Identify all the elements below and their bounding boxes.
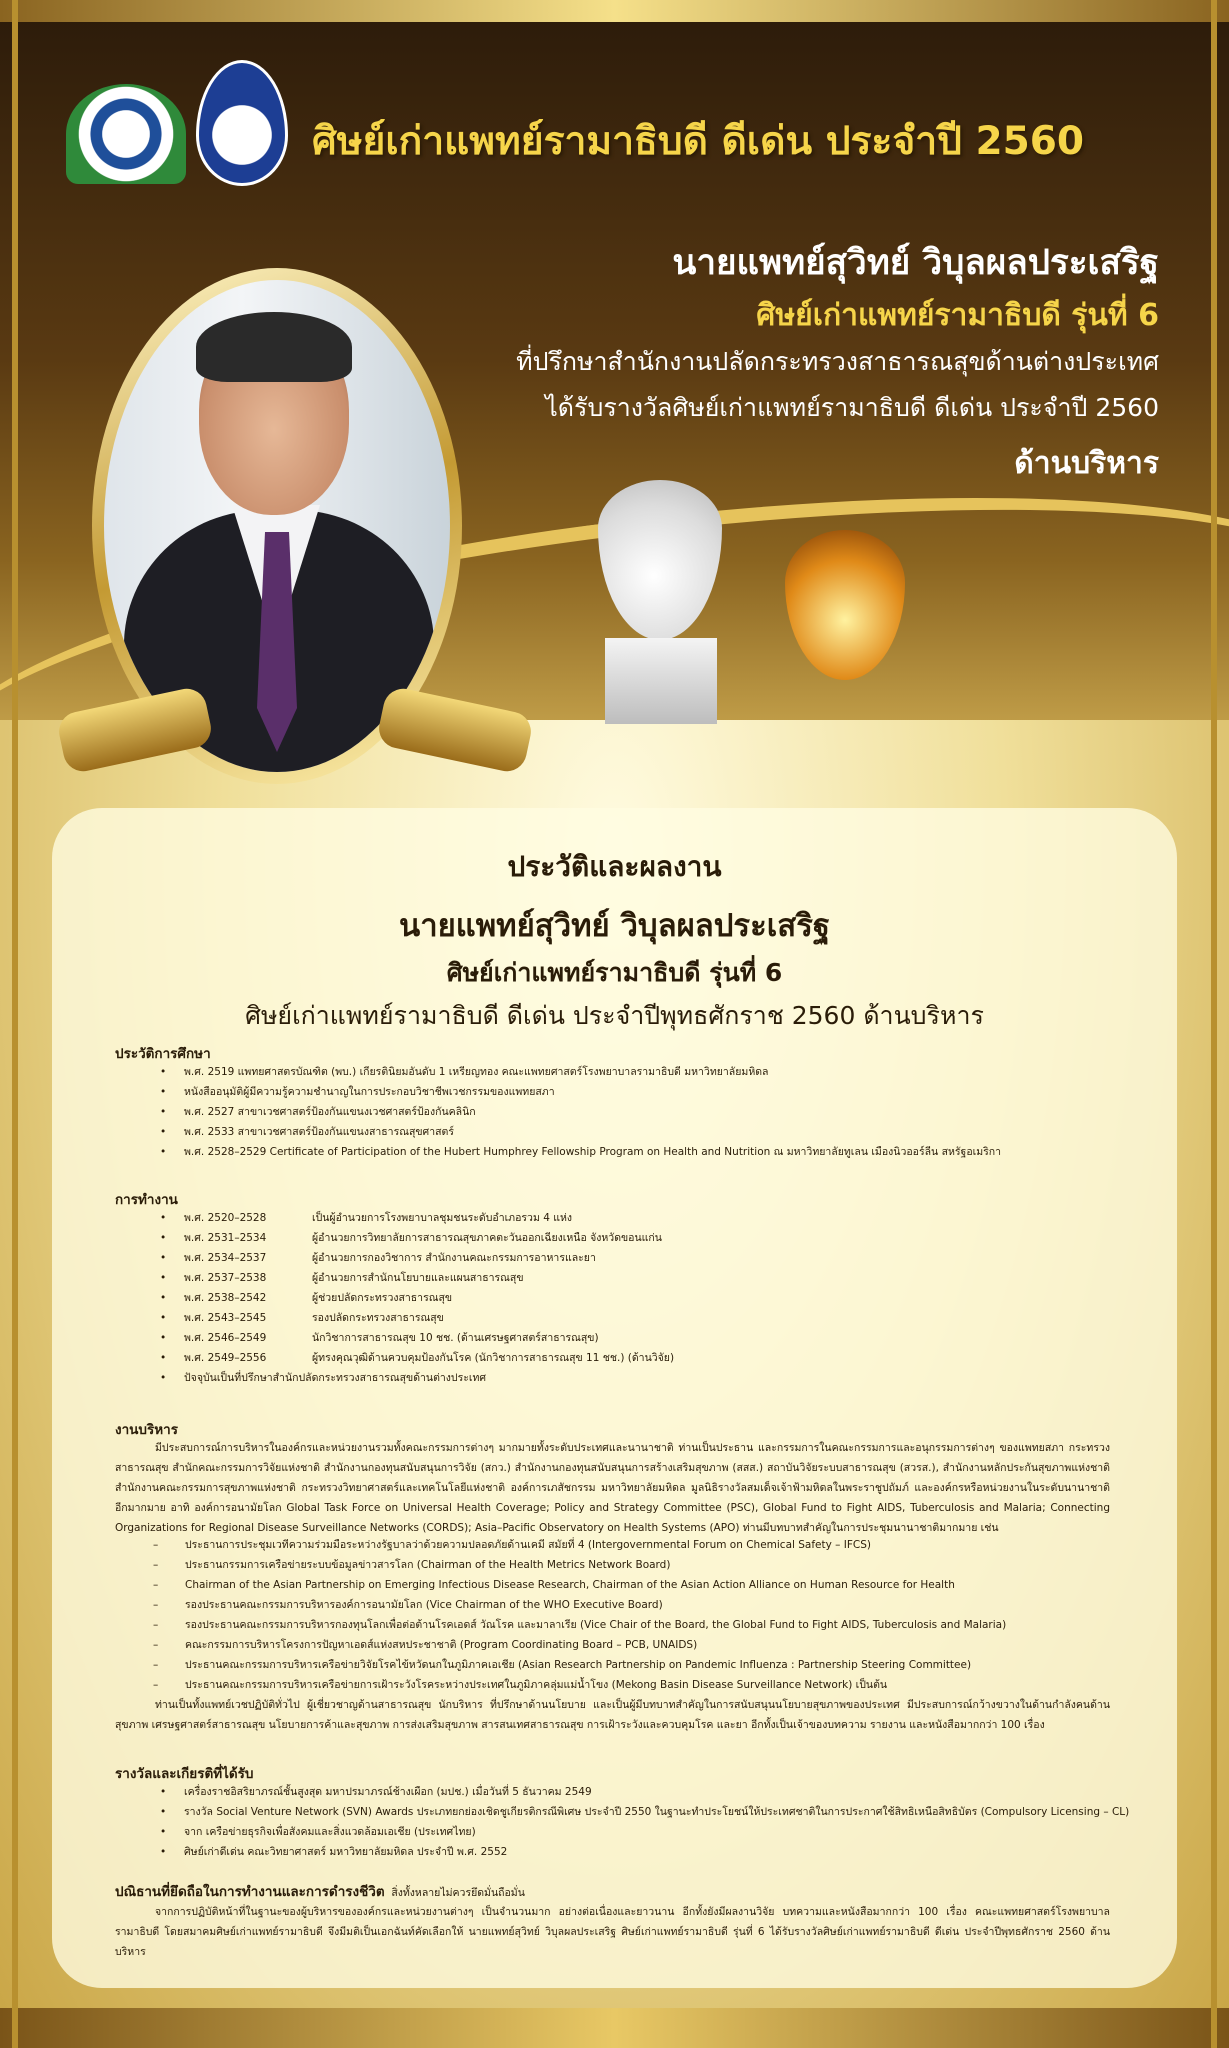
list-item: • พ.ศ. 2528–2529 Certificate of Participation of the Hubert Humphrey Fellowship Program on Health and Nutrition ณ มหาวิทยาลัยทูเลน เมืองนิวออร์ลีน สหรัฐอเมริกา xyxy=(160,1142,1120,1162)
award-statement: ได้รับรางวัลศิษย์เก่าแพทย์รามาธิบดี ดีเด่น ประจำปี 2560 xyxy=(545,393,1159,422)
list-item: – รองประธานคณะกรรมการบริหารกองทุนโลกเพื่อต่อต้านโรคเอดส์ วัณโรค และมาลาเรีย (Vice Chair of the Board, the Global Fund to Fight AIDS, Tuberculosis and Malaria) xyxy=(145,1615,1105,1635)
list-item: • พ.ศ. 2519 แพทยศาสตรบัณฑิต (พบ.) เกียรตินิยมอันดับ 1 เหรียญทอง คณะแพทยศาสตร์โรงพยาบาลรามาธิบดี มหาวิทยาลัยมหิดล xyxy=(160,1062,1120,1082)
work-years: พ.ศ. 2534–2537 xyxy=(184,1252,267,1264)
panel-name: นายแพทย์สุวิทย์ วิบุลผลประเสริฐ xyxy=(399,908,830,944)
panel-award-line: ศิษย์เก่าแพทย์รามาธิบดี ดีเด่น ประจำปีพุทธศักราช 2560 ด้านบริหาร xyxy=(245,1001,984,1030)
panel-heading: ประวัติและผลงาน xyxy=(507,850,722,883)
list-item: • พ.ศ. 2533 สาขาเวชศาสตร์ป้องกันแขนงสาธารณสุขศาสตร์ xyxy=(160,1122,1120,1142)
work-years: พ.ศ. 2546–2549 xyxy=(184,1332,267,1344)
list-item: – Chairman of the Asian Partnership on Emerging Infectious Disease Research, Chairman of the Asian Action Alliance on Human Resource for Health xyxy=(145,1575,1105,1595)
work-role: ผู้อำนวยการสำนักนโยบายและแผนสาธารณสุข xyxy=(312,1272,524,1284)
main-title: ศิษย์เก่าแพทย์รามาธิบดี ดีเด่น ประจำปี 2560 xyxy=(312,119,1084,164)
admin-heading: งานบริหาร xyxy=(115,1422,178,1438)
list-item: • หนังสืออนุมัติผู้มีความรู้ความชำนาญในการประกอบวิชาชีพเวชกรรมของแพทยสภา xyxy=(160,1082,1120,1102)
list-item: – ประธานการประชุมเวทีความร่วมมือระหว่างรัฐบาลว่าด้วยความปลอดภัยด้านเคมี สมัยที่ 4 (Intergovernmental Forum on Chemical Safety – IFCS) xyxy=(145,1535,1105,1555)
list-item: • ศิษย์เก่าดีเด่น คณะวิทยาศาสตร์ มหาวิทยาลัยมหิดล ประจำปี พ.ศ. 2552 xyxy=(160,1842,1120,1862)
work-years: พ.ศ. 2538–2542 xyxy=(184,1292,267,1304)
philosophy-heading: ปณิธานที่ยึดถือในการทำงานและการดำรงชีวิต xyxy=(115,1884,385,1900)
list-item: – คณะกรรมการบริหารโครงการปัญหาเอดส์แห่งสหประชาชาติ (Program Coordinating Board – PCB, UNAIDS) xyxy=(145,1635,1105,1655)
work-role: ผู้อำนวยการวิทยาลัยการสาธารณสุขภาคตะวันออกเฉียงเหนือ จังหวัดขอนแก่น xyxy=(312,1232,662,1244)
work-role: ปัจจุบันเป็นที่ปรึกษาสำนักปลัดกระทรวงสาธารณสุขด้านต่างประเทศ xyxy=(184,1372,487,1384)
award-continuation: จาก เครือข่ายธุรกิจเพื่อสังคมและสิ่งแวดล้อมเอเชีย (ประเทศไทย) xyxy=(184,1826,476,1838)
alumni-class: ศิษย์เก่าแพทย์รามาธิบดี รุ่นที่ 6 xyxy=(756,298,1159,333)
list-item: – ประธานคณะกรรมการบริหารเครือข่ายการเฝ้าระวังโรคระหว่างประเทศในภูมิภาคลุ่มแม่น้ำโขง (Mekong Basin Disease Surveillance Network) เป็นต้น xyxy=(145,1675,1105,1695)
work-role: เป็นผู้อำนวยการโรงพยาบาลชุมชนระดับอำเภอรวม 4 แห่ง xyxy=(312,1212,573,1224)
work-years: พ.ศ. 2549–2556 xyxy=(184,1352,267,1364)
current-position: ที่ปรึกษาสำนักงานปลัดกระทรวงสาธารณสุขด้านต่างประเทศ xyxy=(516,347,1159,376)
list-item: • พ.ศ. 2527 สาขาเวชศาสตร์ป้องกันแขนงเวชศาสตร์ป้องกันคลินิก xyxy=(160,1102,1120,1122)
list-item: – ประธานคณะกรรมการบริหารเครือข่ายวิจัยโรคไข้หวัดนกในภูมิภาคเอเชีย (Asian Research Partnership on Pandemic Influenza : Partnership Steering Committee) xyxy=(145,1655,1105,1675)
panel-class: ศิษย์เก่าแพทย์รามาธิบดี รุ่นที่ 6 xyxy=(446,958,783,987)
honoree-name: นายแพทย์สุวิทย์ วิบุลผลประเสริฐ xyxy=(672,243,1159,283)
work-years: พ.ศ. 2537–2538 xyxy=(184,1272,267,1284)
list-item: • รางวัล Social Venture Network (SVN) Awards ประเภทยกย่องเชิดชูเกียรติกรณีพิเศษ ประจำปี 2550 ในฐานะทำประโยชน์ให้ประเทศชาติในการประกาศใช้สิทธิเหนือสิทธิบัตร (Compulsory Licensing – CL) xyxy=(160,1802,1120,1822)
list-item: – รองประธานคณะกรรมการบริหารองค์การอนามัยโลก (Vice Chairman of the WHO Executive Board) xyxy=(145,1595,1105,1615)
list-item: • เครื่องราชอิสริยาภรณ์ชั้นสูงสุด มหาปรมาภรณ์ช้างเผือก (มปช.) เมื่อวันที่ 5 ธันวาคม 2549 xyxy=(160,1782,1120,1802)
work-role: นักวิชาการสาธารณสุข 10 ชช. (ด้านเศรษฐศาสตร์สาธารณสุข) xyxy=(312,1332,599,1344)
work-role: ผู้อำนวยการกองวิชาการ สำนักงานคณะกรรมการอาหารและยา xyxy=(312,1252,596,1264)
award-category: ด้านบริหาร xyxy=(1014,446,1159,481)
awards-heading: รางวัลและเกียรติที่ได้รับ xyxy=(115,1766,254,1782)
work-years: พ.ศ. 2520–2528 xyxy=(184,1212,267,1224)
work-years: พ.ศ. 2543–2545 xyxy=(184,1312,267,1324)
work-heading: การทำงาน xyxy=(115,1192,178,1208)
work-role: ผู้ช่วยปลัดกระทรวงสาธารณสุข xyxy=(312,1292,453,1304)
education-heading: ประวัติการศึกษา xyxy=(115,1046,211,1062)
work-role: ผู้ทรงคุณวุฒิด้านควบคุมป้องกันโรค (นักวิชาการสาธารณสุข 11 ชช.) (ด้านวิจัย) xyxy=(312,1352,675,1364)
work-role: รองปลัดกระทรวงสาธารณสุข xyxy=(312,1312,444,1324)
work-years: พ.ศ. 2531–2534 xyxy=(184,1232,267,1244)
philosophy-motto: สิ่งทั้งหลายไม่ควรยึดมั่นถือมั่น xyxy=(391,1887,525,1899)
list-item: – ประธานกรรมการเครือข่ายระบบข้อมูลข่าวสารโลก (Chairman of the Health Metrics Network Board) xyxy=(145,1555,1105,1575)
gold-frame xyxy=(12,0,1217,2048)
philosophy-body: จากการปฏิบัติหน้าที่ในฐานะของผู้บริหารขององค์กรและหน่วยงานต่างๆ เป็นจำนวนมาก อย่างต่อเนื่องและยาวนาน อีกทั้งยังมีผลงานวิจัย บทความและหนังสือมากกว่า 100 เรื่อง คณะแพทยศาสตร์โรงพยาบาลรามาธิบดี โดยสมาคมศิษย์เก่าแพทย์รามาธิบดี จึงมีมติเป็นเอกฉันท์คัดเลือกให้ นายแพทย์สุวิทย์ วิบุลผลประเสริฐ ศิษย์เก่าแพทย์รามาธิบดี รุ่นที่ 6 ได้รับรางวัลศิษย์เก่าแพทย์รามาธิบดี ดีเด่น ประจำปีพุทธศักราช 2560 ด้านบริหาร xyxy=(115,1906,1110,1958)
admin-closing: ท่านเป็นทั้งแพทย์เวชปฏิบัติทั่วไป ผู้เชี่ยวชาญด้านสาธารณสุข นักบริหาร ที่ปรึกษาด้านนโยบาย และเป็นผู้มีบทบาทสำคัญในการสนับสนุนนโยบายสุขภาพของประเทศ มีประสบการณ์กว้างขวางในด้านกำลังคนด้านสุขภาพ เศรษฐศาสตร์สาธารณสุข นโยบายการค้าและสุขภาพ การส่งเสริมสุขภาพ สารสนเทศสาธารณสุข การเฝ้าระวังและควบคุมโรค และยา อีกทั้งเป็นเจ้าของบทความ รายงาน และหนังสือมากกว่า 100 เรื่อง xyxy=(115,1699,1110,1731)
admin-intro: มีประสบการณ์การบริหารในองค์กรและหน่วยงานรวมทั้งคณะกรรมการต่างๆ มากมายทั้งระดับประเทศและนานาชาติ ท่านเป็นประธาน และกรรมการในคณะกรรมการและอนุกรรมการต่างๆ ของแพทยสภา กระทรวงสาธารณสุข สำนักคณะกรรมการวิจัยแห่งชาติ สำนักงานกองทุนสนับสนุนการวิจัย (สกว.) สำนักงานกองทุนสนับสนุนการสร้างเสริมสุขภาพ (สสส.) สถาบันวิจัยระบบสาธารณสุข (สวรส.), สำนักงานหลักประกันสุขภาพแห่งชาติ สำนักงานคณะกรรมการสุขภาพแห่งชาติ กระทรวงวิทยาศาสตร์และเทคโนโลยีแห่งชาติ องค์การเภสัชกรรม มหาวิทยาลัยมหิดล มูลนิธิรางวัลสมเด็จเจ้าฟ้ามหิดลในพระราชูปถัมภ์ และองค์กรหรือหน่วยงานในระดับนานาชาติ อีกมากมาย อาทิ องค์การอนามัยโลก Global Task Force on Universal Health Coverage; Policy and Strategy Committee (PSC), Global Fund to Fight AIDS, Tuberculosis and Malaria; Connecting Organizations for Regional Disease Surveillance Networks (CORDS); Asia–Pacific Observatory on Health Systems (APO) ท่านมีบทบาทสำคัญในการประชุมนานาชาติมากมาย เช่น xyxy=(115,1442,1110,1534)
